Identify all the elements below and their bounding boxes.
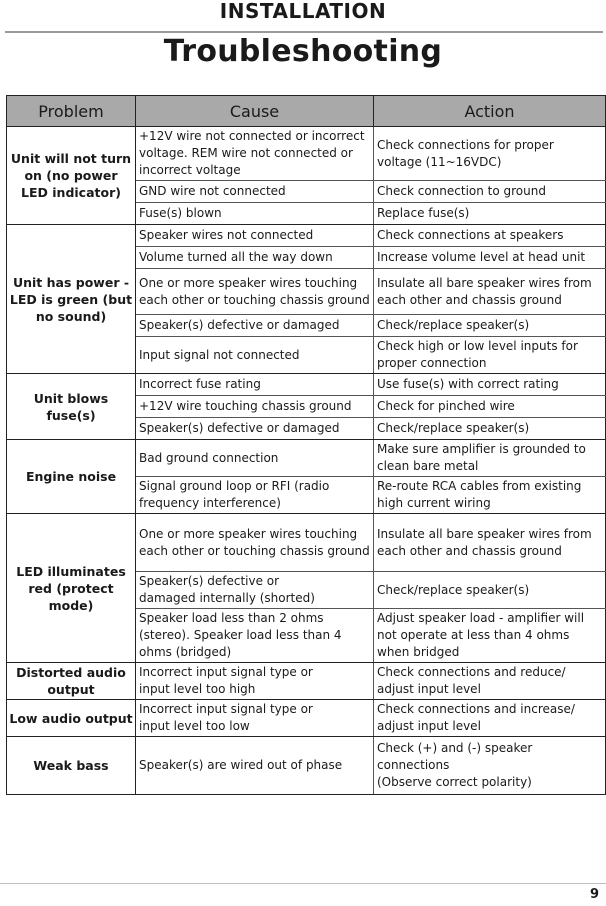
problem-cell: Low audio output <box>7 700 136 737</box>
action-cell: Insulate all bare speaker wires from each other and chassis ground <box>374 514 606 572</box>
action-cell: Check high or low level inputs for proper connection <box>374 337 606 374</box>
cause-cell: Speaker wires not connected <box>136 225 374 247</box>
cause-cell: Speaker(s) defective or damaged <box>136 418 374 440</box>
table-row <box>7 440 606 477</box>
action-cell: Make sure amplifier is grounded to clean bare metal <box>374 440 606 477</box>
action-cell: Check for pinched wire <box>374 396 606 418</box>
cause-cell: Bad ground connection <box>136 440 374 477</box>
action-cell: Check connection to ground <box>374 181 606 203</box>
cause-cell: Incorrect input signal type or input level too high <box>136 663 374 700</box>
action-cell: Increase volume level at head unit <box>374 247 606 269</box>
action-cell: Insulate all bare speaker wires from each other and chassis ground <box>374 269 606 315</box>
cause-cell: Speaker(s) defective or damaged <box>136 315 374 337</box>
table-body <box>7 127 606 795</box>
column-header-problem: Problem <box>7 96 136 127</box>
problem-cell: Unit has power - LED is green (but no sound) <box>7 225 136 374</box>
problem-cell: Unit will not turn on (no power LED indicator) <box>7 127 136 225</box>
cause-cell: Incorrect fuse rating <box>136 374 374 396</box>
page-title: Troubleshooting <box>163 34 443 69</box>
action-cell: Adjust speaker load - amplifier will not operate at less than 4 ohms when bridged <box>374 609 606 663</box>
cause-cell: Volume turned all the way down <box>136 247 374 269</box>
problem-cell: Weak bass <box>7 737 136 795</box>
problem-cell: Unit blows fuse(s) <box>7 374 136 440</box>
problem-cell: LED illuminates red (protect mode) <box>7 514 136 663</box>
cause-cell: Speaker(s) are wired out of phase <box>136 737 374 795</box>
table-row <box>7 514 606 572</box>
table-row <box>7 663 606 700</box>
cause-cell: Fuse(s) blown <box>136 203 374 225</box>
cause-cell: Signal ground loop or RFI (radio frequency interference) <box>136 477 374 514</box>
action-cell: Check connections for proper voltage (11~16VDC) <box>374 127 606 181</box>
page-number: 9 <box>589 887 599 902</box>
table-row <box>7 127 606 181</box>
action-cell: Check connections at speakers <box>374 225 606 247</box>
action-cell: Check connections and increase/ adjust input level <box>374 700 606 737</box>
table-row <box>7 225 606 247</box>
action-cell: Use fuse(s) with correct rating <box>374 374 606 396</box>
troubleshooting-table <box>6 95 606 795</box>
cause-cell: One or more speaker wires touching each other or touching chassis ground <box>136 514 374 572</box>
cause-cell: Speaker(s) defective or damaged internally (shorted) <box>136 572 374 609</box>
cause-cell: +12V wire touching chassis ground <box>136 396 374 418</box>
action-cell: Replace fuse(s) <box>374 203 606 225</box>
footer-divider <box>0 883 606 884</box>
action-cell: Check/replace speaker(s) <box>374 572 606 609</box>
table-row <box>7 700 606 737</box>
action-cell: Check/replace speaker(s) <box>374 315 606 337</box>
column-header-action: Action <box>374 96 606 127</box>
problem-cell: Distorted audio output <box>7 663 136 700</box>
section-title: INSTALLATION <box>219 0 387 23</box>
table-row <box>7 374 606 396</box>
action-cell: Re-route RCA cables from existing high current wiring <box>374 477 606 514</box>
table-header-row <box>7 96 606 127</box>
cause-cell: One or more speaker wires touching each other or touching chassis ground <box>136 269 374 315</box>
table-row <box>7 737 606 795</box>
action-cell: Check connections and reduce/ adjust input level <box>374 663 606 700</box>
cause-cell: GND wire not connected <box>136 181 374 203</box>
cause-cell: Input signal not connected <box>136 337 374 374</box>
header-divider <box>5 31 603 33</box>
action-cell: Check/replace speaker(s) <box>374 418 606 440</box>
cause-cell: Speaker load less than 2 ohms (stereo). Speaker load less than 4 ohms (bridged) <box>136 609 374 663</box>
problem-cell: Engine noise <box>7 440 136 514</box>
cause-cell: Incorrect input signal type or input level too low <box>136 700 374 737</box>
action-cell: Check (+) and (-) speaker connections (Observe correct polarity) <box>374 737 606 795</box>
column-header-cause: Cause <box>136 96 374 127</box>
cause-cell: +12V wire not connected or incorrect voltage. REM wire not connected or incorrect voltage <box>136 127 374 181</box>
